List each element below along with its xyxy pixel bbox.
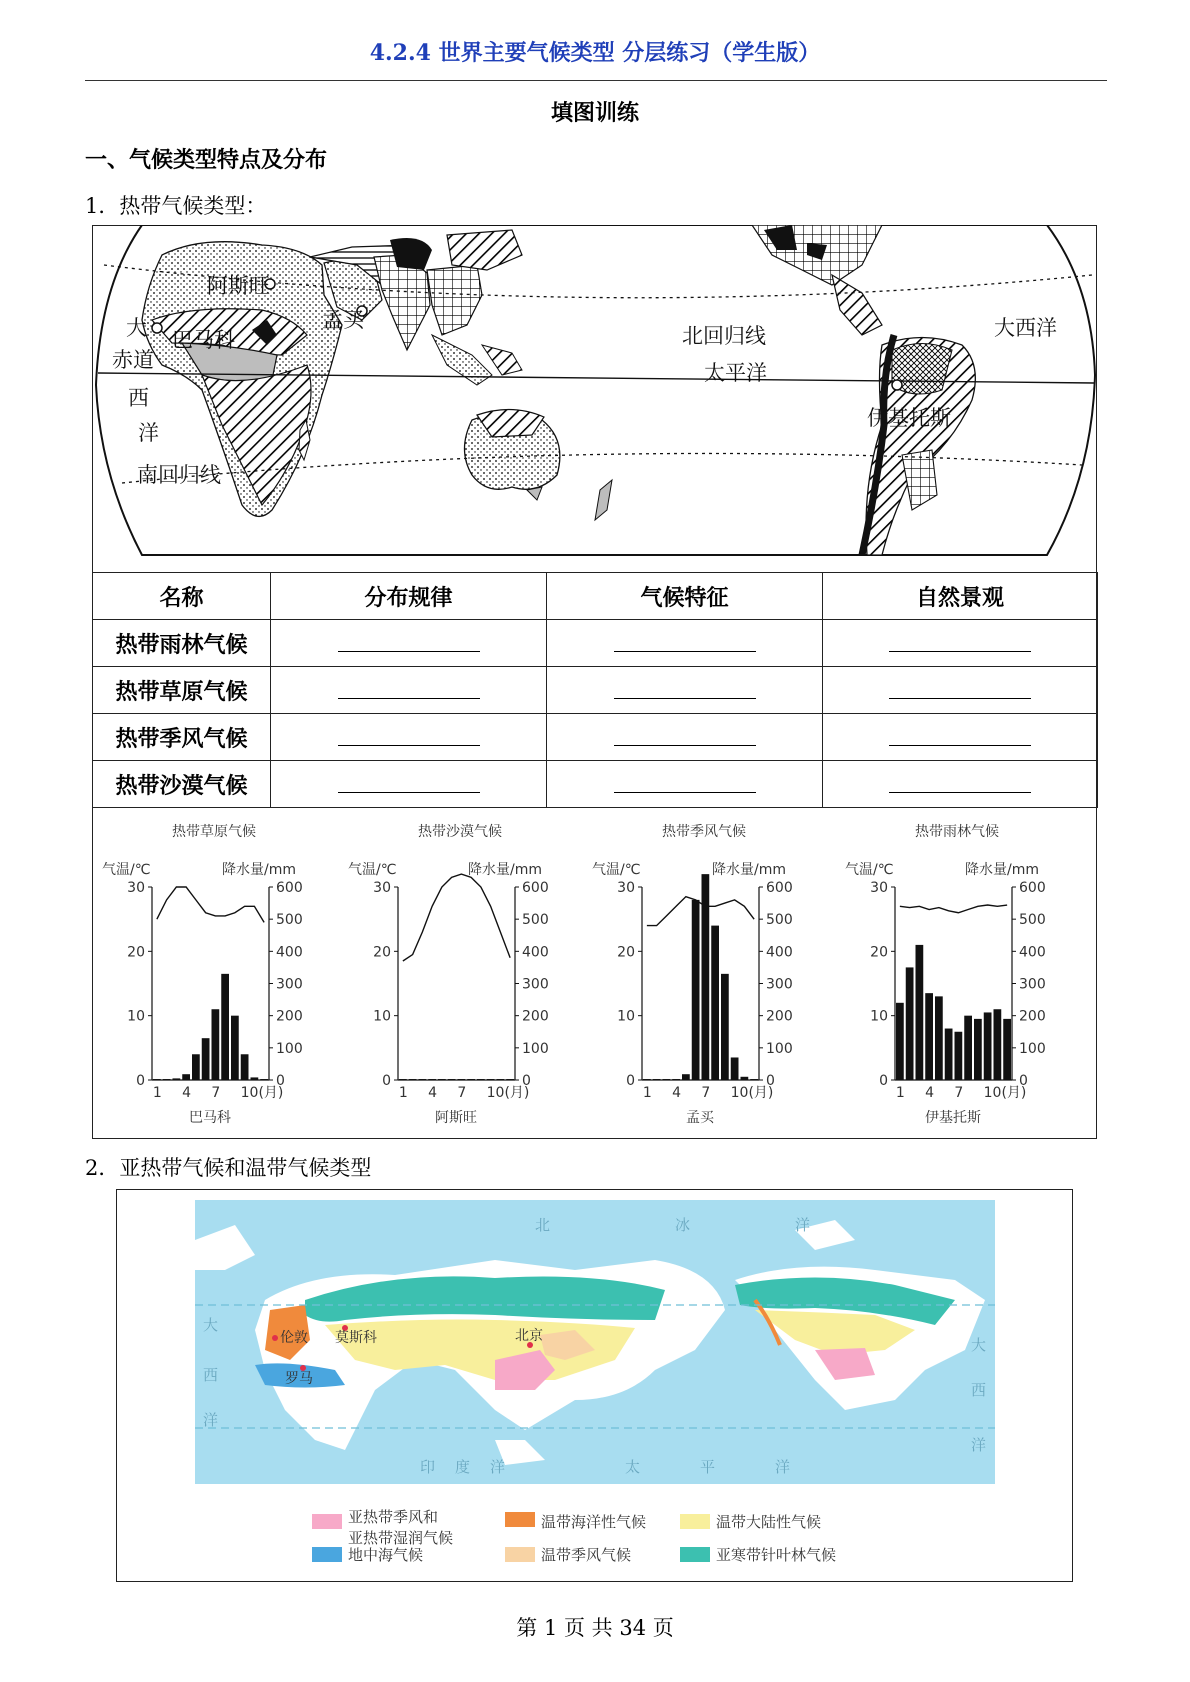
label-equator: 赤道: [112, 348, 154, 372]
label-atlantic-yang: 洋: [138, 421, 159, 445]
tick-label-precipitation: 600: [1019, 880, 1046, 896]
precipitation-bar: [202, 1038, 210, 1080]
precipitation-bar: [438, 1079, 446, 1080]
tick-label-month: 4: [672, 1085, 682, 1101]
item-label-tropical: 1．热带气候类型：: [85, 194, 267, 218]
label-pacific-ping: 平: [700, 1458, 716, 1476]
tick-label-temperature: 30: [373, 880, 391, 896]
tick-label-precipitation: 0: [1019, 1073, 1028, 1089]
answer-blank[interactable]: [547, 761, 823, 808]
legend-swatch-temperate-monsoon: [505, 1547, 535, 1562]
label-tropic-capricorn: 南回归线: [137, 463, 221, 487]
answer-blank[interactable]: [823, 714, 1098, 761]
tick-label-precipitation: 300: [1019, 976, 1046, 993]
section-heading: 一、气候类型特点及分布: [85, 147, 328, 173]
label-pacific: 太平洋: [704, 361, 767, 385]
tick-label-temperature: 0: [626, 1073, 635, 1089]
precipitation-bar: [477, 1079, 485, 1080]
temperate-climate-map: [195, 1200, 995, 1484]
legend-label-subtropical-monsoon: [348, 1506, 453, 1548]
precipitation-bar: [153, 1079, 161, 1080]
tick-label-precipitation: 400: [766, 944, 793, 961]
table-row: [93, 620, 1098, 667]
answer-blank[interactable]: [547, 620, 823, 667]
tropical-climate-map: [92, 225, 1097, 572]
tick-label-precipitation: 200: [522, 1008, 549, 1025]
precipitation-bar: [251, 1077, 259, 1080]
precipitation-bar: [741, 1077, 749, 1080]
precipitation-bar: [448, 1079, 456, 1080]
precipitation-bar: [955, 1032, 963, 1080]
col-header-landscape: 自然景观: [823, 573, 1098, 620]
answer-blank[interactable]: [271, 667, 547, 714]
axis-label-temperature: 气温/℃: [845, 862, 894, 878]
tick-label-precipitation: 600: [522, 880, 549, 896]
precipitation-bar: [487, 1079, 495, 1080]
station-name: 孟买: [686, 1110, 714, 1126]
precipitation-bar: [994, 1009, 1002, 1080]
tick-label-temperature: 10: [127, 1008, 145, 1025]
precipitation-bar: [692, 900, 700, 1080]
answer-blank[interactable]: [547, 667, 823, 714]
legend-swatch-mediterranean: [312, 1547, 342, 1562]
precipitation-bar: [260, 1079, 268, 1080]
legend-label-mediterranean: 地中海气候: [348, 1546, 424, 1564]
answer-blank[interactable]: [271, 761, 547, 808]
precipitation-bar: [221, 974, 229, 1080]
temperature-line: [403, 874, 510, 961]
temperature-line: [157, 887, 264, 922]
label-pacific-tai: 太: [625, 1458, 641, 1476]
station-name: 伊基托斯: [925, 1110, 981, 1126]
label-ocean-bei: 北: [535, 1216, 551, 1234]
label-atl-yang: 洋: [203, 1411, 219, 1429]
col-header-distribution: 分布规律: [271, 573, 547, 620]
tick-label-temperature: 0: [136, 1073, 145, 1089]
climate-charts: [92, 812, 1097, 1137]
precipitation-bar: [192, 1054, 200, 1080]
precipitation-bar: [458, 1079, 466, 1080]
page-footer: 第 1 页 共 34 页: [516, 1616, 674, 1640]
tick-label-temperature: 30: [617, 880, 635, 896]
chart-title: 热带雨林气候: [915, 824, 999, 840]
legend-swatch-temperate-continental: [680, 1514, 710, 1529]
axis-label-temperature: 气温/℃: [102, 862, 151, 878]
document-header-title: 4.2.4 世界主要气候类型 分层练习（学生版）: [369, 40, 821, 66]
label-ocean-yang: 洋: [795, 1216, 811, 1234]
label-bamako: 巴马科: [172, 328, 235, 352]
tick-label-precipitation: 600: [766, 880, 793, 896]
label-atl-xi-right: 西: [971, 1381, 987, 1399]
axis-label-precipitation: 降水量/mm: [712, 862, 786, 878]
tick-label-precipitation: 500: [276, 912, 303, 929]
precipitation-bar: [241, 1054, 249, 1080]
label-london: 伦敦: [280, 1330, 308, 1346]
legend-label-temperate-continental: 温带大陆性气候: [716, 1513, 822, 1531]
tick-label-temperature: 10: [373, 1008, 391, 1025]
precipitation-bar: [935, 996, 943, 1080]
precipitation-bar: [428, 1079, 436, 1080]
tick-label-temperature: 10: [617, 1008, 635, 1025]
table-row: [93, 714, 1098, 761]
tick-label-month: 4: [182, 1085, 192, 1101]
header-divider: [85, 80, 1107, 81]
tick-label-temperature: 0: [382, 1073, 391, 1089]
label-atl-da: 大: [203, 1316, 219, 1334]
precipitation-bar: [916, 945, 924, 1080]
row-name: 热带草原气候: [93, 667, 271, 714]
tick-label-precipitation: 400: [276, 944, 303, 961]
precipitation-bar: [409, 1079, 417, 1080]
label-indian-yang: 洋: [490, 1458, 506, 1476]
axis-label-temperature: 气温/℃: [348, 862, 397, 878]
precipitation-bar: [467, 1079, 475, 1080]
label-aswan: 阿斯旺: [207, 274, 270, 298]
tick-label-month: 1: [895, 1085, 905, 1101]
precipitation-bar: [896, 1003, 904, 1080]
tick-label-precipitation: 300: [766, 976, 793, 993]
tick-label-temperature: 30: [127, 880, 145, 896]
row-name: 热带沙漠气候: [93, 761, 271, 808]
precipitation-bar: [731, 1057, 739, 1080]
tick-label-precipitation: 400: [1019, 944, 1046, 961]
tick-label-temperature: 0: [879, 1073, 888, 1089]
tick-label-month: 1: [152, 1085, 162, 1101]
tick-label-month: 10(月): [730, 1085, 774, 1101]
precipitation-bar: [663, 1079, 671, 1080]
label-rome: 罗马: [285, 1371, 313, 1387]
label-atlantic-da: 大: [126, 316, 147, 340]
label-moscow: 莫斯科: [335, 1330, 377, 1346]
legend-swatch-subarctic-coniferous: [680, 1547, 710, 1562]
label-atlantic-east: 大西洋: [994, 316, 1057, 340]
legend-text: 亚热带湿润气候: [348, 1529, 454, 1547]
tick-label-precipitation: 200: [766, 1008, 793, 1025]
precipitation-bar: [419, 1079, 427, 1080]
table-row: [93, 761, 1098, 808]
precipitation-bar: [711, 926, 719, 1080]
row-name: 热带雨林气候: [93, 620, 271, 667]
axis-label-precipitation: 降水量/mm: [222, 862, 296, 878]
london-marker: [272, 1335, 278, 1341]
tick-label-precipitation: 100: [1019, 1040, 1046, 1057]
tick-label-precipitation: 200: [276, 1008, 303, 1025]
answer-blank[interactable]: [823, 761, 1098, 808]
precipitation-bar: [964, 1016, 972, 1080]
answer-blank[interactable]: [271, 714, 547, 761]
legend-label-temperate-monsoon: 温带季风气候: [541, 1546, 632, 1564]
tick-label-temperature: 20: [870, 944, 888, 961]
label-indian-yin: 印: [420, 1458, 436, 1476]
axis-label-temperature: 气温/℃: [592, 862, 641, 878]
tick-label-precipitation: 0: [766, 1073, 775, 1089]
legend-label-temperate-marine: 温带海洋性气候: [541, 1513, 647, 1531]
answer-blank[interactable]: [823, 667, 1098, 714]
tick-label-month: 1: [398, 1085, 408, 1101]
precipitation-bar: [212, 1009, 220, 1080]
label-atl-xi: 西: [203, 1366, 219, 1384]
tick-label-month: 7: [457, 1085, 467, 1101]
legend-label-subarctic-coniferous: 亚寒带针叶林气候: [716, 1546, 837, 1564]
precipitation-bar: [682, 1074, 690, 1080]
precipitation-bar: [945, 1029, 953, 1080]
label-ocean-bing: 冰: [675, 1216, 691, 1234]
tick-label-month: 1: [642, 1085, 652, 1101]
tick-label-month: 7: [701, 1085, 711, 1101]
tick-label-month: 7: [211, 1085, 221, 1101]
legend-swatch-subtropical-monsoon: [312, 1514, 342, 1529]
precipitation-bar: [974, 1019, 982, 1080]
tick-label-month: 7: [954, 1085, 964, 1101]
station-name: 巴马科: [189, 1110, 231, 1126]
label-iquitos: 伊基托斯: [867, 406, 951, 430]
row-name: 热带季风气候: [93, 714, 271, 761]
col-header-features: 气候特征: [547, 573, 823, 620]
axis-label-precipitation: 降水量/mm: [468, 862, 542, 878]
temperature-line: [647, 897, 754, 926]
precipitation-bar: [231, 1016, 239, 1080]
tick-label-precipitation: 300: [276, 976, 303, 993]
tick-label-temperature: 10: [870, 1008, 888, 1025]
label-pacific-yang: 洋: [775, 1458, 791, 1476]
precipitation-bar: [163, 1079, 171, 1080]
precipitation-bar: [506, 1079, 514, 1080]
answer-blank[interactable]: [271, 620, 547, 667]
precipitation-bar: [672, 1079, 680, 1080]
tick-label-precipitation: 200: [1019, 1008, 1046, 1025]
answer-blank[interactable]: [547, 714, 823, 761]
col-header-name: 名称: [93, 573, 271, 620]
precipitation-bar: [984, 1012, 992, 1080]
item-label-temperate: 2．亚热带气候和温带气候类型: [85, 1156, 372, 1180]
legend-text: 亚热带季风和: [348, 1508, 439, 1526]
tick-label-precipitation: 500: [1019, 912, 1046, 929]
bamako-marker: [152, 323, 162, 333]
label-indian-du: 度: [455, 1458, 471, 1476]
label-mumbai: 孟买: [322, 308, 364, 332]
tick-label-temperature: 20: [373, 944, 391, 961]
chart-title: 热带草原气候: [172, 824, 256, 840]
precipitation-bar: [906, 967, 914, 1080]
tick-label-precipitation: 0: [276, 1073, 285, 1089]
tick-label-precipitation: 500: [522, 912, 549, 929]
tick-label-precipitation: 300: [522, 976, 549, 993]
tick-label-month: 4: [925, 1085, 935, 1101]
precipitation-bar: [497, 1079, 505, 1080]
tick-label-month: 10(月): [983, 1085, 1027, 1101]
page-title: 填图训练: [550, 100, 639, 126]
table-header-row: [93, 573, 1098, 620]
label-tropic-cancer: 北回归线: [682, 324, 766, 348]
station-name: 阿斯旺: [435, 1110, 477, 1126]
tick-label-month: 4: [428, 1085, 438, 1101]
tick-label-precipitation: 600: [276, 880, 303, 896]
tick-label-precipitation: 100: [276, 1040, 303, 1057]
tick-label-month: 10(月): [240, 1085, 284, 1101]
precipitation-bar: [750, 1079, 758, 1080]
chart-title: 热带沙漠气候: [418, 824, 502, 840]
precipitation-bar: [173, 1078, 181, 1080]
precipitation-bar: [399, 1079, 407, 1080]
tick-label-temperature: 20: [617, 944, 635, 961]
tick-label-precipitation: 500: [766, 912, 793, 929]
temperature-line: [900, 905, 1007, 913]
tick-label-precipitation: 0: [522, 1073, 531, 1089]
tick-label-temperature: 30: [870, 880, 888, 896]
precipitation-bar: [925, 993, 933, 1080]
precipitation-bar: [721, 974, 729, 1080]
label-atlantic-xi: 西: [128, 386, 149, 410]
precipitation-bar: [643, 1079, 651, 1080]
label-atl-da-right: 大: [971, 1336, 987, 1354]
tick-label-temperature: 20: [127, 944, 145, 961]
label-beijing: 北京: [515, 1328, 543, 1344]
tick-label-precipitation: 100: [766, 1040, 793, 1057]
tick-label-precipitation: 100: [522, 1040, 549, 1057]
precipitation-bar: [653, 1079, 661, 1080]
precipitation-bar: [182, 1074, 190, 1080]
table-row: [93, 667, 1098, 714]
label-atl-yang-right: 洋: [971, 1436, 987, 1454]
axis-label-precipitation: 降水量/mm: [965, 862, 1039, 878]
climate-type-table: [92, 572, 1098, 808]
iquitos-marker: [892, 380, 902, 390]
tick-label-month: 10(月): [486, 1085, 530, 1101]
precipitation-bar: [1003, 1019, 1011, 1080]
answer-blank[interactable]: [823, 620, 1098, 667]
legend-swatch-temperate-marine: [505, 1512, 535, 1527]
chart-title: 热带季风气候: [662, 824, 746, 840]
tick-label-precipitation: 400: [522, 944, 549, 961]
